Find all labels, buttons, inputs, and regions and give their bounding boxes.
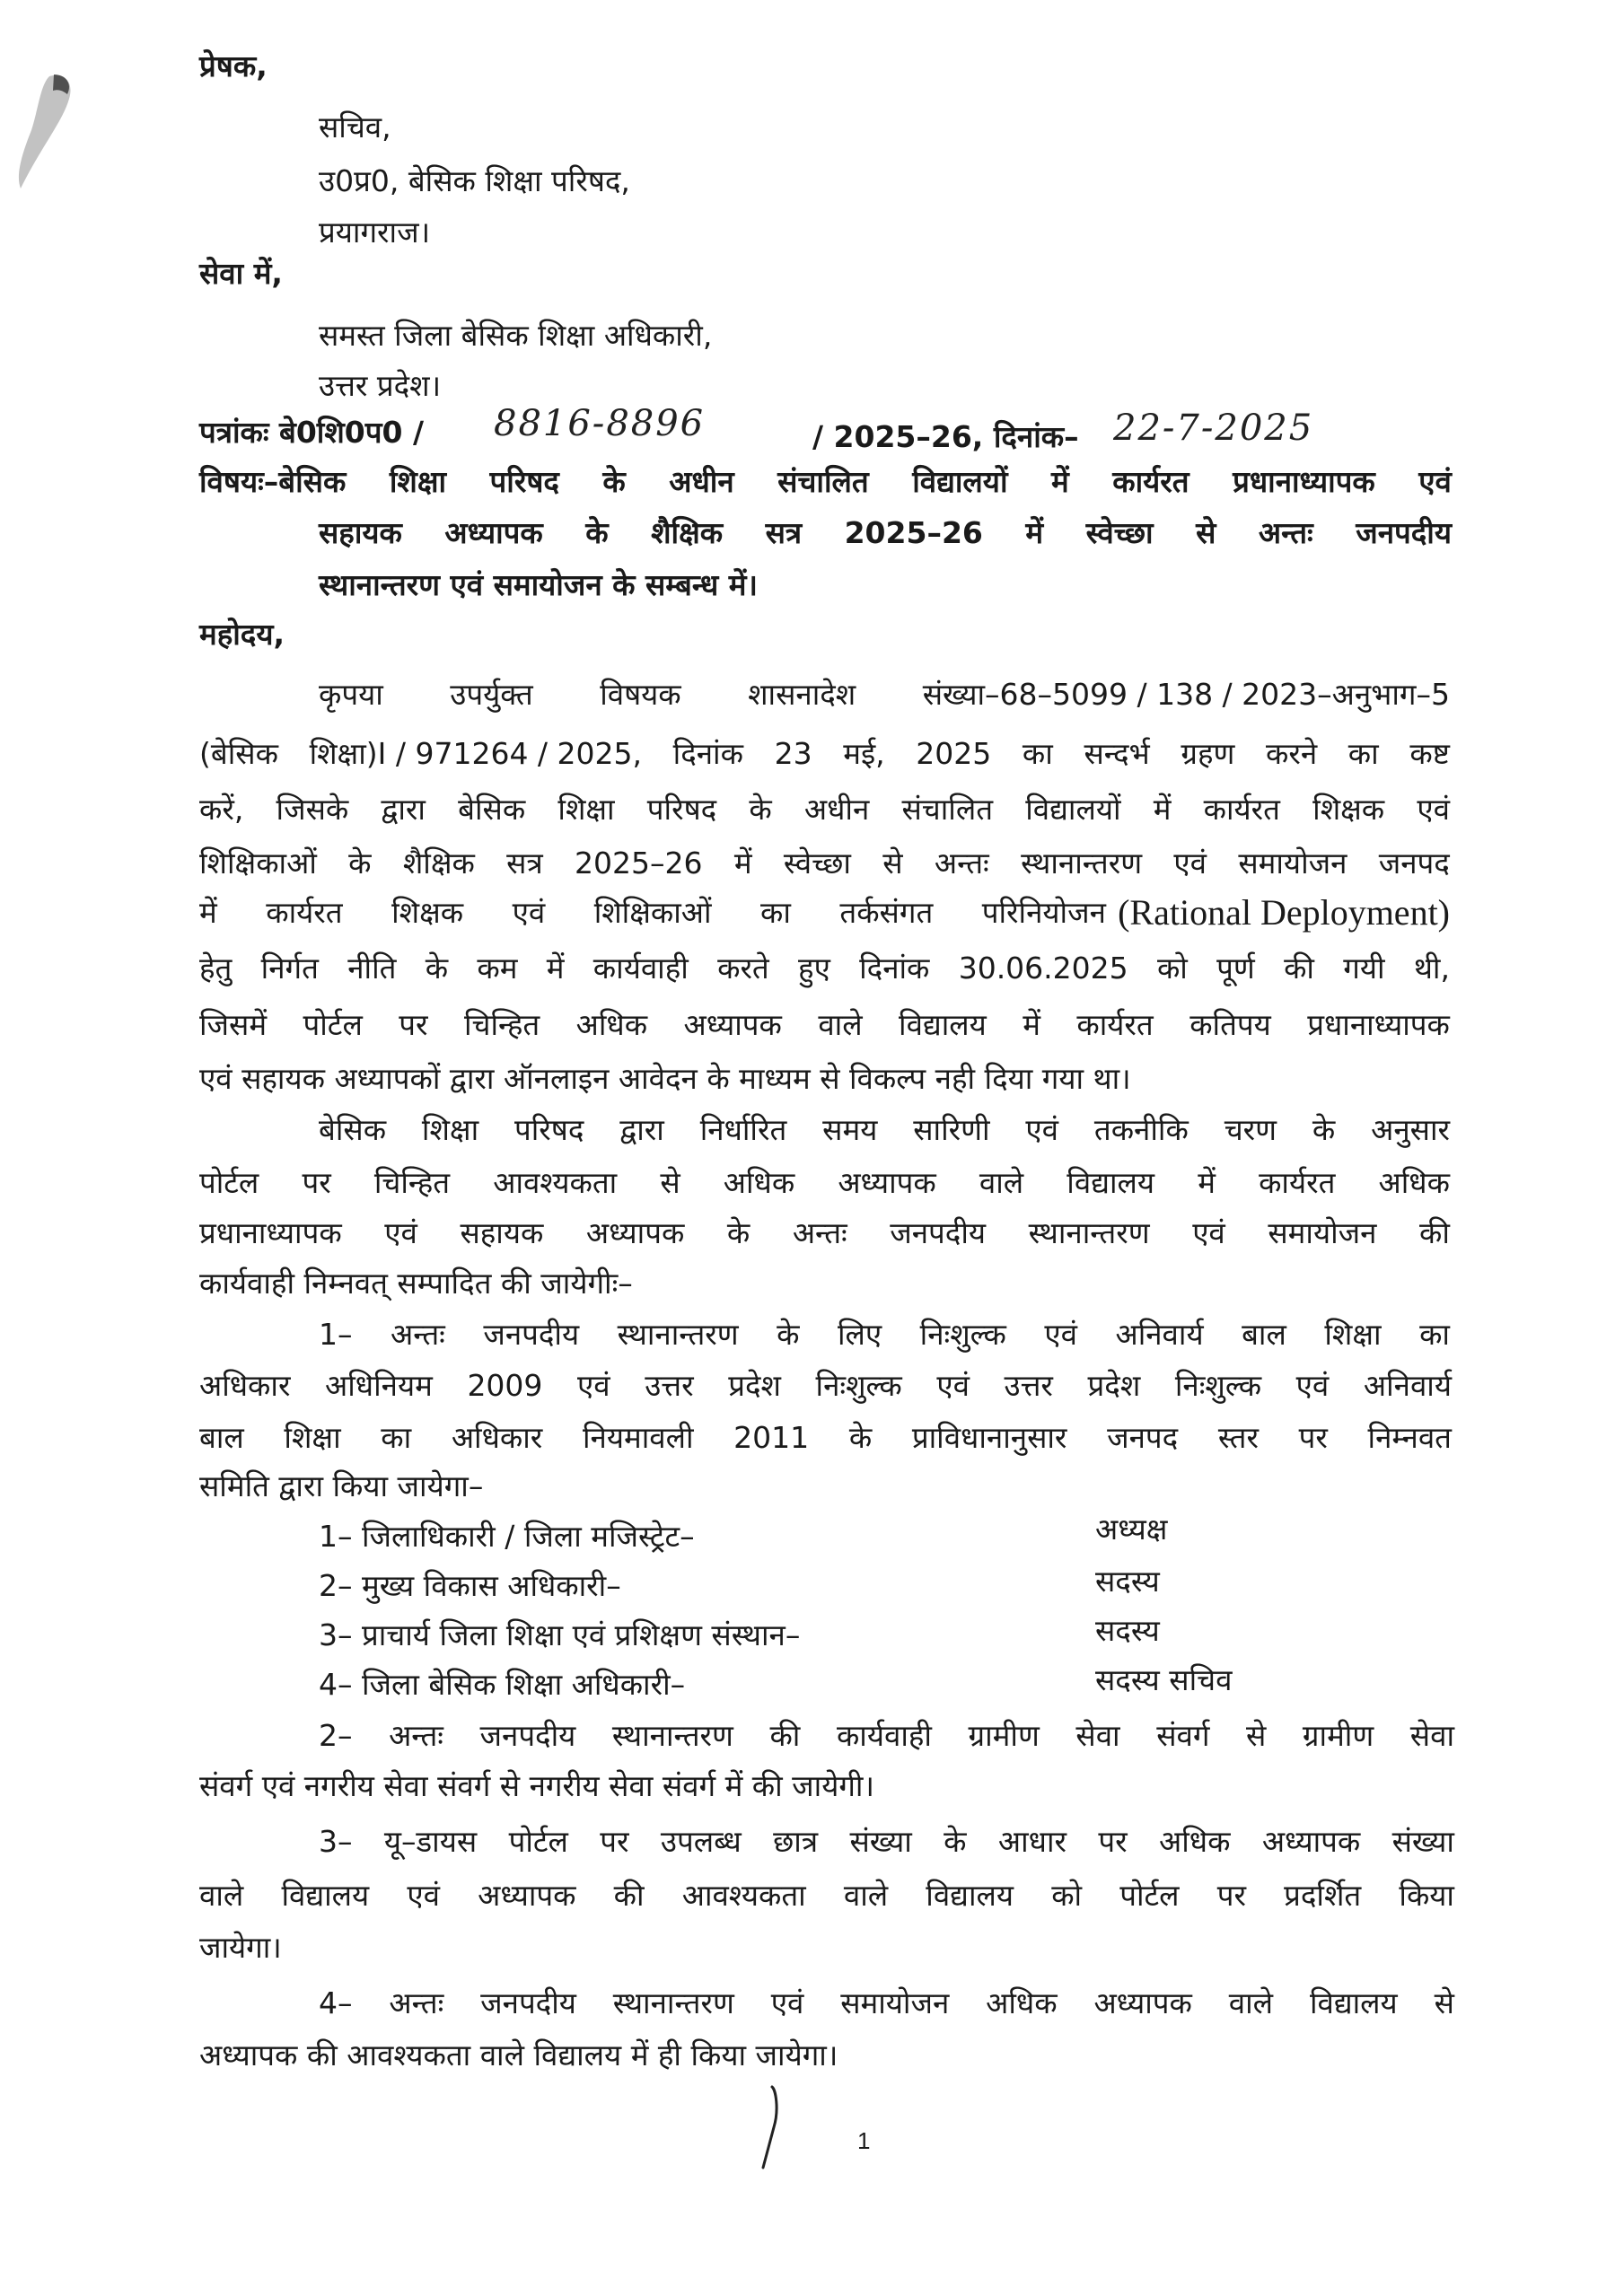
word: सत्र xyxy=(765,515,803,550)
word: प्रधानाध्यापक xyxy=(1307,1007,1450,1042)
point2-line: संवर्ग एवं नगरीय सेवा संवर्ग से नगरीय सेवा संवर्ग में की जायेगी। xyxy=(199,1768,874,1803)
word: पर xyxy=(600,1824,629,1859)
word: विद्यालय xyxy=(899,1007,987,1042)
word: द्वारा xyxy=(381,792,426,827)
committee-member: 2– मुख्य विकास अधिकारी– xyxy=(319,1568,621,1603)
word: अन्तः xyxy=(389,1985,444,2020)
word: अध्यापक xyxy=(444,515,543,550)
word: जनपद xyxy=(1378,846,1450,881)
word: को xyxy=(1051,1878,1083,1913)
word: में xyxy=(1153,792,1172,827)
handwritten-date: 22-7-2025 xyxy=(1113,407,1314,449)
word: के xyxy=(348,846,372,881)
word: से xyxy=(882,846,903,881)
word: स्वेच्छा xyxy=(783,846,851,881)
word: पर xyxy=(399,1007,428,1042)
word: वाले xyxy=(979,1165,1024,1200)
word: 2– xyxy=(319,1718,353,1753)
word: कम xyxy=(477,951,518,986)
para2-line: कार्यवाही निम्नवत् सम्पादित की जायेगीः– xyxy=(199,1266,633,1301)
word: अधिकार xyxy=(199,1368,291,1403)
word: उत्तर xyxy=(645,1368,694,1403)
word: एवं xyxy=(512,895,546,930)
word: निम्नवत xyxy=(1367,1420,1452,1455)
point1-line xyxy=(199,1418,1452,1458)
recipient-line: उत्तर प्रदेश। xyxy=(319,368,442,403)
word: अधिक xyxy=(1159,1824,1231,1859)
word: एवं xyxy=(936,1368,970,1403)
para2-line xyxy=(319,1110,1450,1150)
point3-line xyxy=(199,1876,1454,1915)
word: सत्र xyxy=(506,846,543,881)
word: विद्यालय xyxy=(926,1878,1014,1913)
word: अन्तः xyxy=(391,1317,445,1352)
word: करते xyxy=(717,951,769,986)
word: बाल xyxy=(199,1420,244,1455)
word: शिक्षिकाओं xyxy=(199,846,317,881)
word: कार्यवाही xyxy=(836,1718,932,1753)
word: नीति xyxy=(347,951,397,986)
subject-line-1 xyxy=(199,462,1452,502)
committee-role: सदस्य सचिव xyxy=(1095,1662,1233,1697)
word: वाले xyxy=(199,1878,244,1913)
word: पोर्टल xyxy=(199,1165,259,1200)
word: स्वेच्छा xyxy=(1085,515,1154,550)
word: आधार xyxy=(997,1824,1067,1859)
word: अध्यापक xyxy=(585,1215,685,1250)
word: सेवा xyxy=(1075,1718,1120,1753)
word: प्रधानाध्यापक xyxy=(199,1215,342,1250)
word: शिक्षा xyxy=(557,792,615,827)
word: बेसिक xyxy=(319,1112,387,1147)
word: अनिवार्य xyxy=(1363,1368,1452,1403)
word: संचालित xyxy=(901,792,994,827)
word: शैक्षिक xyxy=(402,846,475,881)
word: शिक्षा xyxy=(421,1112,479,1147)
word: परिषद xyxy=(646,792,717,827)
word: 3– xyxy=(319,1824,353,1859)
word: पूर्ण xyxy=(1216,951,1255,986)
point4-line: अध्यापक की आवश्यकता वाले विद्यालय में ही किया जायेगा। xyxy=(199,2037,838,2073)
word: अध्यापक xyxy=(838,1165,936,1200)
word: के xyxy=(425,951,449,986)
para1-line-5-words xyxy=(199,893,1106,933)
word: दिनांक xyxy=(672,736,743,771)
word: कार्यरत xyxy=(266,895,343,930)
point1-line: समिति द्वारा किया जायेगा– xyxy=(199,1468,484,1503)
word: पर xyxy=(302,1165,331,1200)
word: की xyxy=(1284,951,1314,986)
word: शिक्षक xyxy=(391,895,464,930)
word: सहायक xyxy=(460,1215,544,1250)
word: अधिक xyxy=(986,1985,1058,2020)
word: अधीन xyxy=(803,792,870,827)
word: ग्रामीण xyxy=(968,1718,1040,1753)
word: अन्तः xyxy=(792,1215,847,1250)
word: में xyxy=(199,895,217,930)
word: का xyxy=(381,1420,412,1455)
word: कार्यरत xyxy=(1112,464,1189,499)
para1-line xyxy=(199,790,1450,829)
reference-label: पत्रांकः बे0शि0प0 / xyxy=(199,415,425,450)
word: की xyxy=(613,1878,645,1913)
word: कार्यवाही xyxy=(593,951,689,986)
word: 23 xyxy=(774,736,812,771)
word: संख्या xyxy=(1391,1824,1454,1859)
word: संख्या–68–5099 / 138 / 2023–अनुभाग–5 xyxy=(922,677,1450,712)
word: एवं xyxy=(1044,1317,1077,1352)
page-number: 1 xyxy=(857,2127,871,2154)
word: समायोजन xyxy=(1268,1215,1377,1250)
para1-line: एवं सहायक अध्यापकों द्वारा ऑनलाइन आवेदन के माध्यम से विकल्प नही दिया गया था। xyxy=(199,1061,1131,1096)
word: से xyxy=(1434,1985,1454,2020)
handwritten-letter-number: 8816-8896 xyxy=(494,403,706,444)
word: आवश्यकता xyxy=(493,1165,618,1200)
word: से xyxy=(1246,1718,1267,1753)
word: निःशुल्क xyxy=(1174,1368,1262,1403)
word: एवं xyxy=(1295,1368,1330,1403)
word: के xyxy=(602,464,626,499)
word: की xyxy=(769,1718,801,1753)
word: जिसमें xyxy=(199,1007,268,1042)
word: अन्तः xyxy=(934,846,989,881)
word: में xyxy=(733,846,752,881)
word: परिषद xyxy=(514,1112,584,1147)
word: सन्दर्भ xyxy=(1084,736,1150,771)
word: अधिकार xyxy=(451,1420,543,1455)
word: लिए xyxy=(838,1317,882,1352)
word: विद्यालयों xyxy=(1025,792,1121,827)
word: एवं xyxy=(577,1368,610,1403)
word: तर्कसंगत xyxy=(839,895,934,930)
sender-line: प्रयागराज। xyxy=(319,215,431,250)
word: जनपदीय xyxy=(890,1215,987,1250)
point3-line: जायेगा। xyxy=(199,1930,282,1965)
word: करें, xyxy=(199,792,244,827)
word: शिक्षक xyxy=(1312,792,1385,827)
word: 2025–26 xyxy=(844,515,983,550)
word: वाले xyxy=(818,1007,863,1042)
word: चरण xyxy=(1224,1112,1277,1147)
word: दिनांक xyxy=(859,951,930,986)
subject-line-3: स्थानान्तरण एवं समायोजन के सम्बन्ध में। xyxy=(319,567,759,602)
recipient-line: समस्त जिला बेसिक शिक्षा अधिकारी, xyxy=(319,318,713,353)
word: अध्यापक xyxy=(1093,1985,1192,2020)
word: के xyxy=(585,515,609,550)
word: गयी xyxy=(1343,951,1385,986)
word: की xyxy=(1419,1215,1450,1250)
committee-member: 4– जिला बेसिक शिक्षा अधिकारी– xyxy=(319,1667,686,1702)
word: शिक्षिकाओं xyxy=(593,895,712,930)
word: एवं xyxy=(1418,464,1452,499)
word: एवं xyxy=(1173,846,1207,881)
word: अधिक xyxy=(723,1165,795,1200)
point4-line xyxy=(319,1984,1454,2023)
word: अध्यापक xyxy=(1261,1824,1361,1859)
word: (बेसिक xyxy=(199,736,278,771)
word: सेवा xyxy=(1409,1718,1454,1753)
para2-line xyxy=(199,1214,1450,1253)
word: विद्यालय xyxy=(1309,1985,1398,2020)
sender-line: सचिव, xyxy=(319,110,391,145)
sender-label: प्रेषक, xyxy=(199,48,268,83)
word: उत्तर xyxy=(1004,1368,1053,1403)
word: में xyxy=(1198,1165,1216,1200)
word: निर्धारित xyxy=(699,1112,787,1147)
word: बाल xyxy=(1242,1317,1286,1352)
word: जनपदीय xyxy=(483,1317,580,1352)
word: पोर्टल xyxy=(508,1824,568,1859)
word: में xyxy=(1023,1007,1040,1042)
word: कष्ट xyxy=(1409,736,1450,771)
word: वाले xyxy=(1228,1985,1274,2020)
word: नियमावली xyxy=(582,1420,694,1455)
committee-member: 3– प्राचार्य जिला शिक्षा एवं प्रशिक्षण संस्थान– xyxy=(319,1617,801,1652)
para1-line xyxy=(199,949,1450,988)
reference-session-date-label: / 2025–26, दिनांक– xyxy=(812,419,1079,454)
word: निःशुल्क xyxy=(919,1317,1006,1352)
word: शिक्षा)I / 971264 / 2025, xyxy=(309,736,643,771)
word: का xyxy=(760,895,791,930)
word: उपर्युक्त xyxy=(450,677,533,712)
salutation: महोदय, xyxy=(199,617,285,652)
word: को xyxy=(1156,951,1188,986)
word: अनुसार xyxy=(1371,1112,1450,1147)
para1-line xyxy=(319,675,1450,714)
word: मई, xyxy=(843,736,885,771)
word: विषयः–बेसिक xyxy=(199,464,347,499)
word: ग्रामीण xyxy=(1302,1718,1374,1753)
word: चिन्हित xyxy=(463,1007,540,1042)
word: एवं xyxy=(1025,1112,1059,1147)
subject-line-2 xyxy=(319,513,1452,553)
word: स्थानान्तरण xyxy=(1028,1215,1150,1250)
word: तकनीकि xyxy=(1093,1112,1189,1147)
word: निःशुल्क xyxy=(815,1368,902,1403)
ink-smudge-mark xyxy=(13,67,76,193)
word: जनपद xyxy=(1107,1420,1179,1455)
para2-line xyxy=(199,1163,1450,1203)
word: शिक्षा xyxy=(389,464,447,499)
word: का xyxy=(1022,736,1053,771)
word: एवं xyxy=(770,1985,804,2020)
word: पर xyxy=(1298,1420,1328,1455)
word: में xyxy=(1025,515,1044,550)
word: शिक्षा xyxy=(1324,1317,1382,1352)
word: के xyxy=(749,792,772,827)
word: प्रदेश xyxy=(1087,1368,1141,1403)
word: समायोजन xyxy=(1238,846,1347,881)
committee-role: सदस्य xyxy=(1095,1613,1160,1648)
word: यू–डायस xyxy=(383,1824,478,1859)
word: के xyxy=(944,1824,967,1859)
word: जिसके xyxy=(276,792,349,827)
word: उपलब्ध xyxy=(660,1824,742,1859)
para1-line xyxy=(199,734,1450,774)
word: पर xyxy=(1216,1878,1246,1913)
word: 2011 xyxy=(733,1420,810,1455)
word: पोर्टल xyxy=(1119,1878,1180,1913)
word: विषयक xyxy=(600,677,681,712)
word: 2025–26 xyxy=(575,846,703,881)
word: अध्यापक xyxy=(683,1007,782,1042)
word: अन्तः xyxy=(389,1718,443,1753)
word: सारिणी xyxy=(913,1112,990,1147)
word: बेसिक xyxy=(458,792,526,827)
word: हुए xyxy=(798,951,830,986)
recipient-label: सेवा में, xyxy=(199,256,283,291)
word: एवं xyxy=(1417,792,1450,827)
committee-role: अध्यक्ष xyxy=(1095,1512,1168,1547)
word: जनपदीय xyxy=(1356,515,1452,550)
point3-line xyxy=(319,1822,1454,1862)
word: जनपदीय xyxy=(480,1985,576,2020)
word: विद्यालय xyxy=(281,1878,370,1913)
word: अन्तः xyxy=(1258,515,1313,550)
word: 2009 xyxy=(467,1368,543,1403)
word: प्रधानाध्यापक xyxy=(1233,464,1375,499)
para1-line-5 xyxy=(199,893,1450,933)
word: शैक्षिक xyxy=(651,515,724,550)
word: परिनियोजन xyxy=(981,895,1106,930)
word: संवर्ग xyxy=(1156,1718,1210,1753)
word: 30.06.2025 xyxy=(958,951,1128,986)
word: करने xyxy=(1265,736,1318,771)
word: के xyxy=(848,1420,873,1455)
word: 1– xyxy=(319,1317,353,1352)
word: 2025 xyxy=(916,736,992,771)
word: में xyxy=(546,951,565,986)
word: एवं xyxy=(384,1215,417,1250)
word: प्रदर्शित xyxy=(1284,1878,1362,1913)
word: चिन्हित xyxy=(373,1165,451,1200)
word: थी, xyxy=(1413,951,1450,986)
word: में xyxy=(1051,464,1069,499)
word: का xyxy=(1347,736,1379,771)
word: समायोजन xyxy=(840,1985,950,2020)
word: अधीन xyxy=(669,464,734,499)
word: विद्यालय xyxy=(1067,1165,1155,1200)
word: परिषद xyxy=(489,464,559,499)
word: अनिवार्य xyxy=(1115,1317,1204,1352)
word: वाले xyxy=(843,1878,889,1913)
word: संचालित xyxy=(777,464,869,499)
point2-line xyxy=(319,1716,1454,1756)
word: कार्यरत xyxy=(1259,1165,1336,1200)
word: आवश्यकता xyxy=(681,1878,806,1913)
point1-line xyxy=(319,1315,1450,1354)
word: निर्गत xyxy=(260,951,319,986)
word: अधिक xyxy=(1378,1165,1450,1200)
point1-line xyxy=(199,1366,1452,1406)
word: समय xyxy=(822,1112,878,1147)
word: ग्रहण xyxy=(1181,736,1235,771)
word: द्वारा xyxy=(619,1112,664,1147)
word: कृपया xyxy=(319,677,383,712)
word: शिक्षा xyxy=(284,1420,341,1455)
word: छात्र xyxy=(773,1824,819,1859)
word: के xyxy=(1312,1112,1336,1147)
rational-deployment-text: (Rational Deployment) xyxy=(1118,892,1450,933)
word: के xyxy=(777,1317,800,1352)
committee-role: सदस्य xyxy=(1095,1564,1160,1599)
word: एवं xyxy=(407,1878,440,1913)
word: स्थानान्तरण xyxy=(1021,846,1143,881)
word: स्थानान्तरण xyxy=(617,1317,739,1352)
word: हेतु xyxy=(199,951,233,986)
word: सहायक xyxy=(319,515,402,550)
word: विद्यालयों xyxy=(912,464,1008,499)
word: से xyxy=(660,1165,680,1200)
word: एवं xyxy=(1192,1215,1225,1250)
word: स्थानान्तरण xyxy=(611,1718,733,1753)
word: अधिनियम xyxy=(325,1368,433,1403)
word: कतिपय xyxy=(1189,1007,1271,1042)
word: कार्यरत xyxy=(1076,1007,1154,1042)
word: शासनादेश xyxy=(748,677,856,712)
sender-line: उ0प्र0, बेसिक शिक्षा परिषद, xyxy=(319,163,630,198)
word: स्थानान्तरण xyxy=(612,1985,734,2020)
word: प्राविधानानुसार xyxy=(911,1420,1067,1455)
committee-member: 1– जिलाधिकारी / जिला मजिस्ट्रेट– xyxy=(319,1519,695,1554)
word: पोर्टल xyxy=(303,1007,363,1042)
word: 4– xyxy=(319,1985,353,2020)
word: कार्यरत xyxy=(1203,792,1280,827)
word: स्तर xyxy=(1217,1420,1259,1455)
word: किया xyxy=(1399,1878,1454,1913)
word: अध्यापक xyxy=(478,1878,576,1913)
para1-line xyxy=(199,1005,1450,1045)
handwritten-initial-mark xyxy=(754,2082,790,2172)
word: के xyxy=(726,1215,751,1250)
word: जनपदीय xyxy=(479,1718,576,1753)
word: संख्या xyxy=(849,1824,912,1859)
word: अधिक xyxy=(575,1007,648,1042)
word: का xyxy=(1419,1317,1450,1352)
word: पर xyxy=(1098,1824,1128,1859)
word: से xyxy=(1196,515,1216,550)
word: प्रदेश xyxy=(728,1368,781,1403)
para1-line xyxy=(199,844,1450,883)
